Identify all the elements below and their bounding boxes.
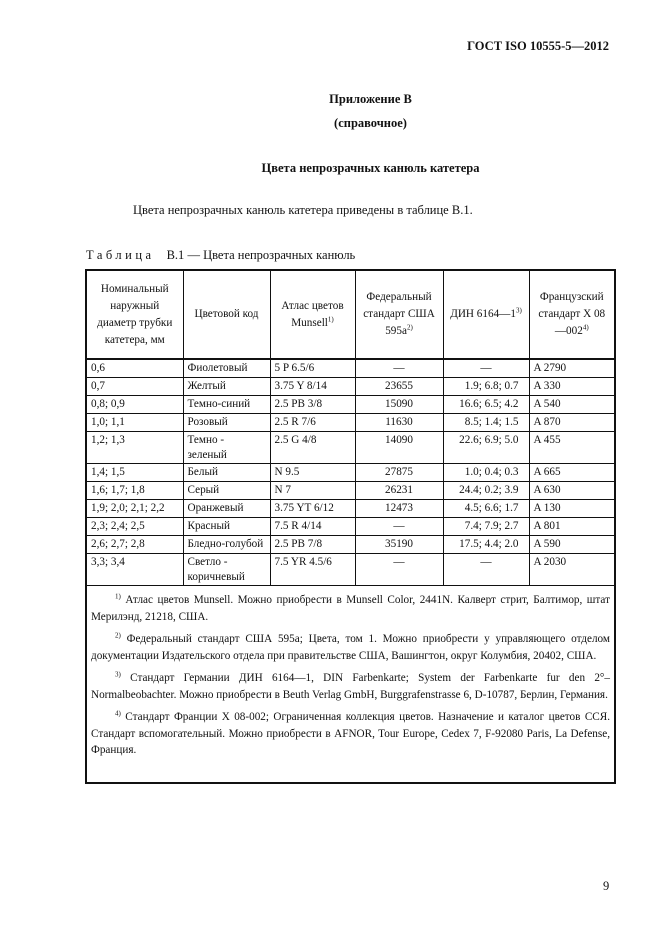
table-cell: 14090 (355, 432, 443, 464)
table-row (87, 464, 614, 482)
header-text: Номинальный наружный диаметр трубки катетера, мм (97, 282, 173, 346)
table-cell: 12473 (355, 500, 443, 518)
table-cell: 15090 (355, 396, 443, 414)
table-row (87, 396, 614, 414)
footnote-text: Атлас цветов Munsell. Можно приобрести в Munsell Color, 2441N. Калверт стрит, Балтимор, штат Мерилэнд, 21218, США. (91, 594, 611, 623)
table-cell: 2.5 PB 7/8 (270, 536, 355, 554)
footnote-text: Федеральный стандарт США 595а; Цвета, том 1. Можно приобрести у управляющего отделом документации Издательского отдела при правительстве США, Вашингтон, округ Колумбия, 20402, США. (91, 633, 611, 662)
table-row (87, 518, 614, 536)
table-cell: A 665 (529, 464, 614, 482)
appendix-subtitle: (справочное) (334, 116, 407, 130)
table-row (87, 414, 614, 432)
table-header-cell (270, 271, 355, 359)
table-cell: Темно - зеленый (183, 432, 270, 464)
table-header-cell (529, 271, 614, 359)
table-cell: 3,3; 3,4 (87, 554, 183, 586)
table-cell: A 801 (529, 518, 614, 536)
table-cell: 7.5 R 4/14 (270, 518, 355, 536)
table-cell: 2.5 G 4/8 (270, 432, 355, 464)
table-cell: 0,8; 0,9 (87, 396, 183, 414)
table-cell: A 870 (529, 414, 614, 432)
table-row (87, 536, 614, 554)
page-number: 9 (603, 879, 610, 893)
table-cell: A 540 (529, 396, 614, 414)
table-cell: — (443, 359, 529, 378)
footnote-mark: 2) (115, 631, 121, 640)
table-cell: 1,9; 2,0; 2,1; 2,2 (87, 500, 183, 518)
table-cell: 1.0; 0.4; 0.3 (443, 464, 529, 482)
table-cell: A 630 (529, 482, 614, 500)
table-row (87, 432, 614, 464)
table-cell: 2,6; 2,7; 2,8 (87, 536, 183, 554)
table-cell: Оранжевый (183, 500, 270, 518)
table-caption-text: Цвета непрозрачных канюль (203, 248, 356, 262)
table-cell: N 9.5 (270, 464, 355, 482)
intro-paragraph: Цвета непрозрачных канюль катетера приведены в таблице В.1. (133, 203, 473, 217)
table-cell: 35190 (355, 536, 443, 554)
table-cell: 2,3; 2,4; 2,5 (87, 518, 183, 536)
footnote (91, 670, 610, 703)
appendix-title: Приложение В (329, 92, 412, 106)
table-cell: 2.5 PB 3/8 (270, 396, 355, 414)
table-cell: — (443, 554, 529, 586)
table-cell: Темно-синий (183, 396, 270, 414)
table-cell: A 590 (529, 536, 614, 554)
table-cell: 1,4; 1,5 (87, 464, 183, 482)
table-caption (86, 248, 355, 263)
table-cell: 4.5; 6.6; 1.7 (443, 500, 529, 518)
footnote-ref: 4) (582, 323, 589, 332)
header-text: Цветовой код (194, 308, 259, 320)
table-cell: 24.4; 0.2; 3.9 (443, 482, 529, 500)
table-cell: 1,0; 1,1 (87, 414, 183, 432)
table-body (87, 359, 614, 586)
table-cell: A 2790 (529, 359, 614, 378)
table-cell: 3.75 YT 6/12 (270, 500, 355, 518)
table-cell: 2.5 R 7/6 (270, 414, 355, 432)
table-cell: N 7 (270, 482, 355, 500)
header-text: Федеральный стандарт США 595a (363, 291, 435, 337)
table-header-cell (355, 271, 443, 359)
table-cell: 22.6; 6.9; 5.0 (443, 432, 529, 464)
table-cell: 16.6; 6.5; 4.2 (443, 396, 529, 414)
table-cell: 7.5 YR 4.5/6 (270, 554, 355, 586)
table-cell: Белый (183, 464, 270, 482)
footnote-mark: 3) (115, 670, 121, 679)
table-caption-dash: — (187, 248, 200, 262)
table-header-cell (183, 271, 270, 359)
footnote-text: Стандарт Франции Х 08-002; Ограниченная коллекция цветов. Назначение и каталог цветов ССЯ. Стандарт вспомогательный. Можно приобрести в AFNOR, Tour Europe, Cedex 7, F-92080 Paris, La Defense, Франция. (91, 711, 611, 756)
table-cell: 3.75 Y 8/14 (270, 378, 355, 396)
table-row (87, 500, 614, 518)
table-cell: Бледно-голубой (183, 536, 270, 554)
table-cell: 1.9; 6.8; 0.7 (443, 378, 529, 396)
table-cell: 26231 (355, 482, 443, 500)
footnote-ref: 2) (406, 323, 413, 332)
table-header-cell (443, 271, 529, 359)
table-cell: 27875 (355, 464, 443, 482)
table-header-cell (87, 271, 183, 359)
table-cell: A 455 (529, 432, 614, 464)
footnote-ref: 3) (515, 306, 522, 315)
table-header-row (87, 271, 614, 359)
footnote-text: Стандарт Германии ДИН 6164—1, DIN Farbenkarte; System der Farbenkarte fur den 2°–Normalbeobachter. Можно приобрести в Beuth Verlag GmbH, Burggrafenstrasse 6, D-10787, Берлин, Германия. (91, 672, 610, 701)
footnote-mark: 1) (115, 592, 121, 601)
header-text: Атлас цветов Munsell (281, 299, 344, 329)
table-frame (85, 269, 616, 784)
table-cell: A 330 (529, 378, 614, 396)
table-cell: Светло - коричневый (183, 554, 270, 586)
table-caption-number: В.1 (166, 248, 185, 262)
table-cell: Желтый (183, 378, 270, 396)
table-cell: 23655 (355, 378, 443, 396)
table-cell: 1,2; 1,3 (87, 432, 183, 464)
footnotes (87, 586, 614, 759)
table-row (87, 378, 614, 396)
section-title: Цвета непрозрачных канюль катетера (261, 161, 480, 175)
table-row (87, 359, 614, 378)
footnote-ref: 1) (327, 314, 334, 323)
header-text: Французский стандарт X 08—002 (538, 291, 606, 337)
table-cell: Фиолетовый (183, 359, 270, 378)
footnote (91, 592, 610, 625)
table-cell: 11630 (355, 414, 443, 432)
table-cell: Красный (183, 518, 270, 536)
table-cell: 1,6; 1,7; 1,8 (87, 482, 183, 500)
document-header: ГОСТ ISO 10555-5—2012 (467, 39, 609, 53)
table-cell: 17.5; 4.4; 2.0 (443, 536, 529, 554)
table-cell: Серый (183, 482, 270, 500)
table-caption-label: Таблица (86, 248, 155, 262)
footnote (91, 631, 610, 664)
table-cell: 7.4; 7.9; 2.7 (443, 518, 529, 536)
table-cell: Розовый (183, 414, 270, 432)
footnote-mark: 4) (115, 709, 121, 718)
table-cell: 8.5; 1.4; 1.5 (443, 414, 529, 432)
table-cell: 0,6 (87, 359, 183, 378)
table-row (87, 482, 614, 500)
table-cell: — (355, 518, 443, 536)
table-cell: A 130 (529, 500, 614, 518)
colors-table (87, 271, 614, 586)
table-cell: — (355, 554, 443, 586)
table-cell: 0,7 (87, 378, 183, 396)
header-text: ДИН 6164—1 (450, 308, 516, 320)
footnote (91, 709, 610, 759)
table-cell: A 2030 (529, 554, 614, 586)
table-row (87, 554, 614, 586)
table-cell: — (355, 359, 443, 378)
table-cell: 5 P 6.5/6 (270, 359, 355, 378)
